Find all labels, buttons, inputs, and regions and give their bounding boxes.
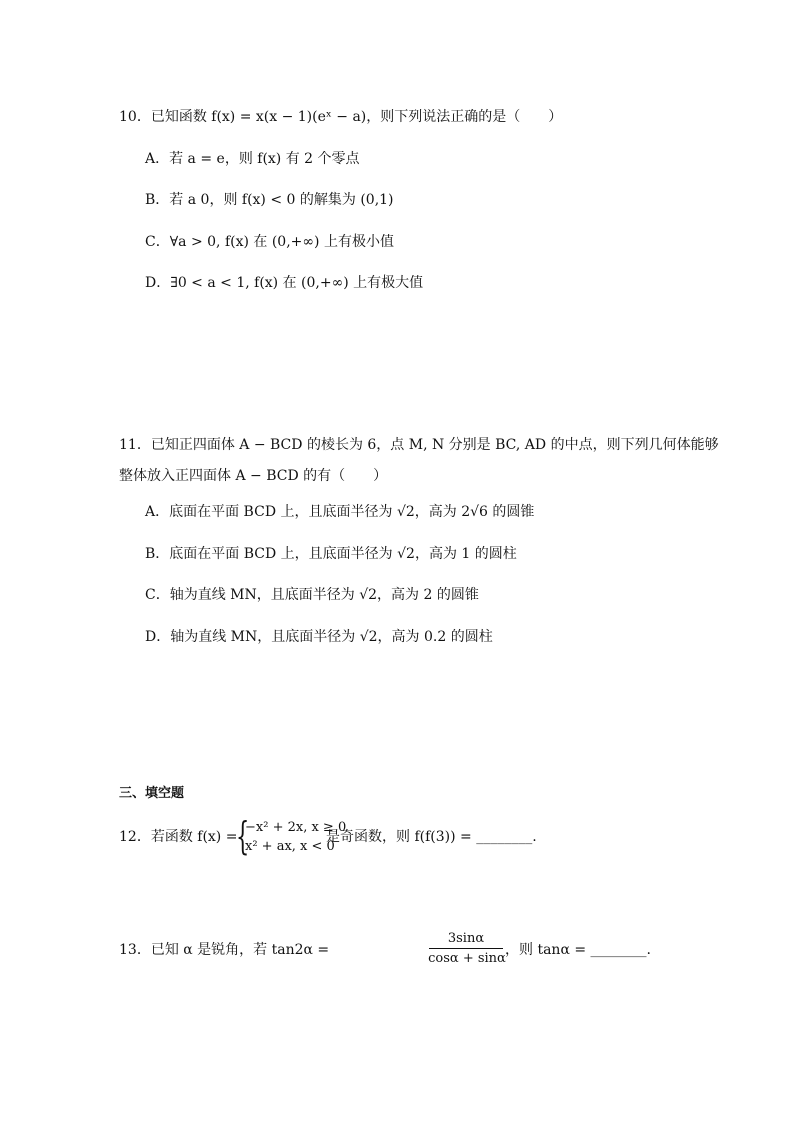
question-13-lead: 13．已知 α 是锐角，若 tan2α =: [119, 942, 330, 958]
question-11-stem-line1: 11．已知正四面体 A − BCD 的棱长为 6，点 M, N 分别是 BC, AD 的中点，则下列几何体能够: [119, 437, 719, 453]
question-12-case2: x² + ax, x < 0: [245, 839, 335, 854]
fraction-numerator: 3sinα: [429, 930, 503, 949]
question-11-option-a: A．底面在平面 BCD 上，且底面半径为 √2，高为 2√6 的圆锥: [145, 504, 535, 520]
section-title: 三、填空题: [119, 786, 185, 801]
question-10-option-d: D．∃0 < a < 1, f(x) 在 (0,+∞) 上有极大值: [145, 275, 424, 291]
question-11-option-b: B．底面在平面 BCD 上，且底面半径为 √2，高为 1 的圆柱: [145, 546, 517, 562]
question-10-option-b: B．若 a 0，则 f(x) < 0 的解集为 (0,1): [145, 192, 394, 208]
piecewise-brace: {: [236, 814, 250, 858]
fraction-denominator: cosα + sinα: [428, 951, 506, 966]
question-10-option-c: C．∀a > 0, f(x) 在 (0,+∞) 上有极小值: [145, 234, 394, 250]
question-10-option-a: A．若 a = e，则 f(x) 有 2 个零点: [145, 151, 360, 167]
question-11-stem-line2: 整体放入正四面体 A − BCD 的有（ ）: [119, 468, 388, 484]
question-13-tail: ，则 tanα = ________.: [505, 942, 651, 958]
question-12-tail: 是奇函数，则 f(f(3)) = ________.: [326, 829, 537, 845]
question-11-option-d: D．轴为直线 MN，且底面半径为 √2，高为 0.2 的圆柱: [145, 629, 493, 645]
question-12-lead: 12．若函数 f(x) =: [119, 829, 238, 845]
question-11-option-c: C．轴为直线 MN，且底面半径为 √2，高为 2 的圆锥: [145, 587, 479, 603]
question-12-case1: −x² + 2x, x ≥ 0: [245, 820, 347, 835]
question-10-stem: 10．已知函数 f(x) = x(x − 1)(eˣ − a)，则下列说法正确的是（ ）: [119, 109, 563, 125]
